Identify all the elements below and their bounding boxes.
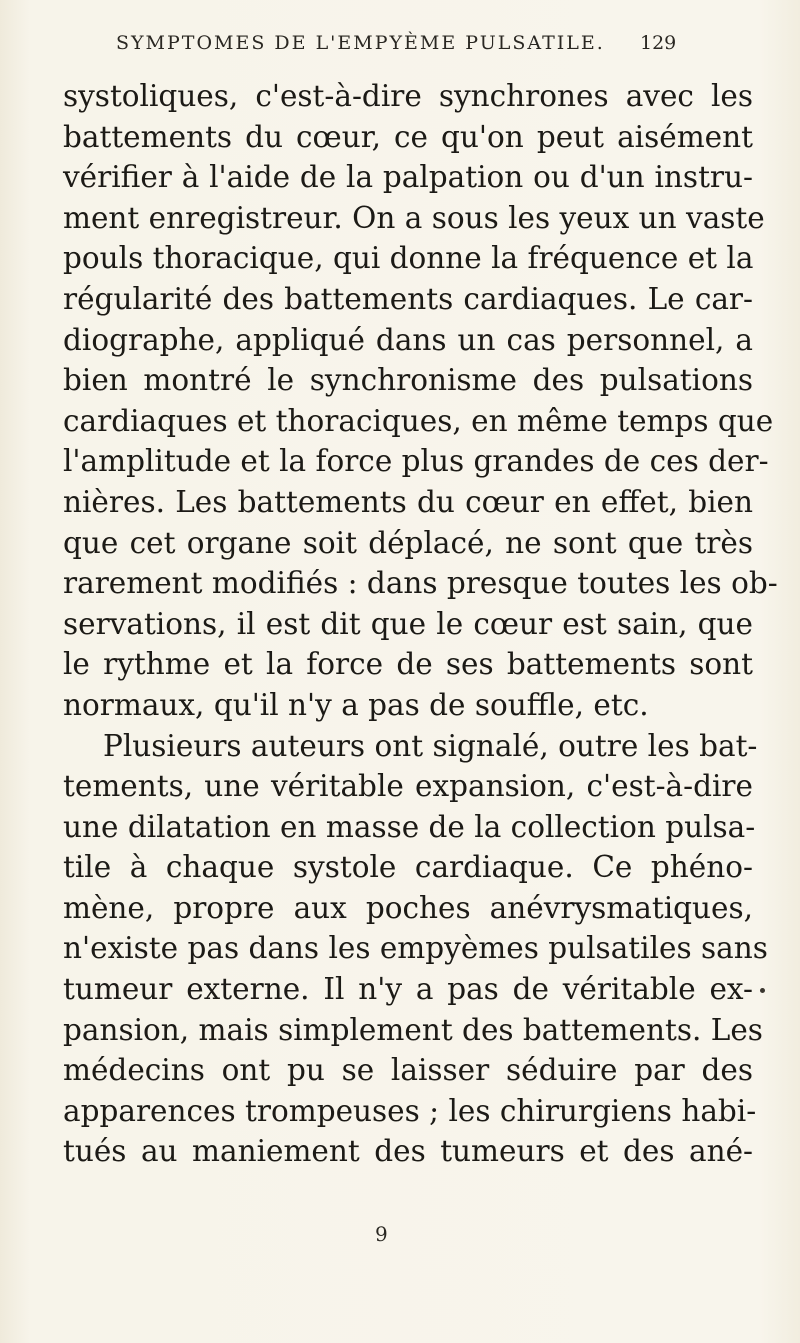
text-line: pansion, mais simplement des battements. Les: [63, 1012, 763, 1047]
text-line: battements du cœur, ce qu'on peut aisément: [63, 119, 753, 154]
text-line: systoliques, c'est-à-dire synchrones avec les: [63, 79, 753, 113]
body-text: [63, 76, 778, 1172]
signature-mark: 9: [375, 1222, 388, 1246]
text-line: tumeur externe. Il n'y a pas de véritable ex-: [63, 972, 753, 1007]
text-line: normaux, qu'il n'y a pas de souffle, etc.: [63, 687, 649, 722]
text-line: tements, une véritable expansion, c'est-à-dire: [63, 769, 753, 804]
text-line: médecins ont pu se laisser séduire par des: [63, 1053, 753, 1088]
running-header: SYMPTOMES DE L'EMPYÈME PULSATILE.: [116, 32, 605, 54]
text-line: vérifier à l'aide de la palpation ou d'un instru-: [63, 160, 753, 195]
text-line: tués au maniement des tumeurs et des ané-: [63, 1134, 753, 1169]
text-line: rarement modifiés : dans presque toutes les ob-: [63, 566, 778, 601]
text-line: pouls thoracique, qui donne la fréquence et la: [63, 241, 754, 276]
text-line: régularité des battements cardiaques. Le car-: [63, 281, 753, 316]
text-line: tile à chaque systole cardiaque. Ce phéno-: [63, 850, 753, 885]
text-line: mène, propre aux poches anévrysmatiques,: [63, 890, 753, 925]
text-line: l'amplitude et la force plus grandes de ces der-: [63, 444, 769, 479]
text-line: ment enregistreur. On a sous les yeux un vaste: [63, 200, 765, 235]
text-line: que cet organe soit déplacé, ne sont que très: [63, 525, 753, 560]
text-line: n'existe pas dans les empyèmes pulsatiles sans: [63, 931, 768, 966]
text-line: servations, il est dit que le cœur est sain, que: [63, 606, 753, 641]
text-line: apparences trompeuses ; les chirurgiens habi-: [63, 1093, 757, 1128]
text-line: nières. Les battements du cœur en effet, bien: [63, 484, 753, 519]
text-line: cardiaques et thoraciques, en même temps que: [63, 403, 774, 438]
paragraph-start-line: Plusieurs auteurs ont signalé, outre les bat-: [103, 728, 758, 763]
page-number: 129: [640, 32, 677, 54]
text-line: diographe, appliqué dans un cas personnel, a: [63, 322, 753, 357]
text-line: une dilatation en masse de la collection pulsa-: [63, 809, 756, 844]
margin-mark: [760, 988, 765, 993]
text-line: bien montré le synchronisme des pulsations: [63, 363, 753, 398]
text-line: le rythme et la force de ses battements sont: [63, 647, 753, 682]
